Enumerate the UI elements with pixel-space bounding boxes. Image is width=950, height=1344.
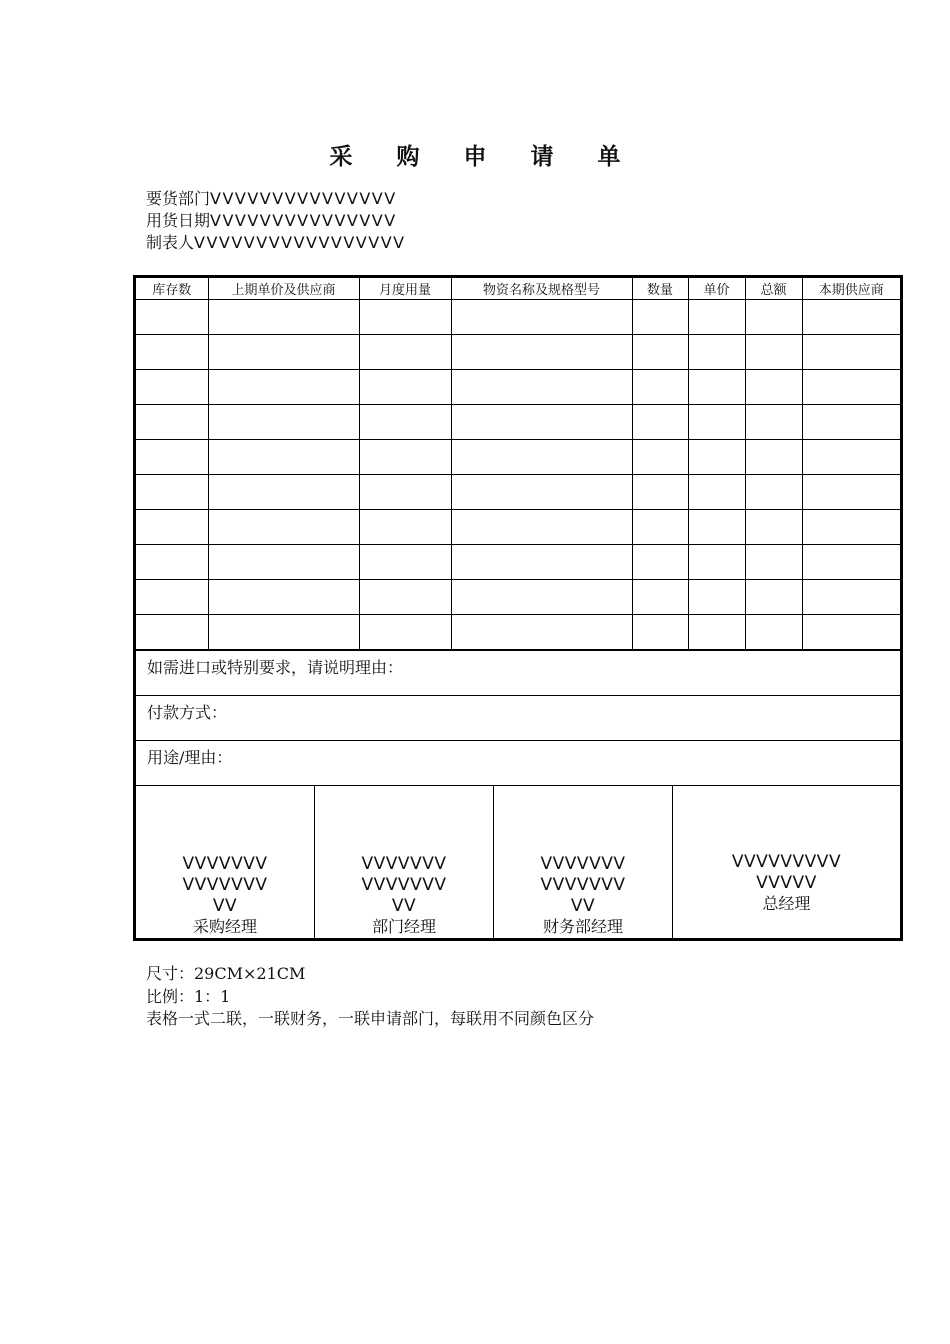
- signature-symbols: ᐯᐯᐯᐯᐯᐯᐯ: [540, 854, 626, 874]
- table-row: [136, 300, 900, 335]
- signature-symbols: ᐯᐯ: [570, 896, 596, 916]
- item-table-body: [136, 300, 900, 650]
- table-cell-current-supplier[interactable]: [802, 370, 900, 405]
- table-cell-stock[interactable]: [136, 545, 208, 580]
- table-cell-item-name-spec[interactable]: [451, 405, 632, 440]
- signature-department-manager[interactable]: [315, 786, 494, 939]
- table-cell-total[interactable]: [745, 475, 802, 510]
- table-row: [136, 405, 900, 440]
- table-cell-quantity[interactable]: [632, 370, 688, 405]
- dept-label: 要货部门: [146, 189, 211, 208]
- date-line: [146, 210, 397, 232]
- table-cell-monthly-usage[interactable]: [359, 405, 451, 440]
- table-cell-item-name-spec[interactable]: [451, 440, 632, 475]
- dept-line: [146, 188, 397, 210]
- table-cell-unit-price[interactable]: [688, 300, 745, 335]
- footer-size: 尺寸：29CM×21CM: [146, 964, 306, 983]
- signature-symbols: ᐯᐯ: [212, 896, 238, 916]
- date-label: 用货日期: [146, 211, 211, 230]
- col-header-stock: 库存数: [136, 278, 208, 300]
- table-cell-last-price-supplier[interactable]: [208, 580, 359, 615]
- table-cell-stock[interactable]: [136, 370, 208, 405]
- table-cell-item-name-spec[interactable]: [451, 615, 632, 650]
- table-cell-item-name-spec[interactable]: [451, 580, 632, 615]
- table-row: [136, 370, 900, 405]
- table-cell-unit-price[interactable]: [688, 475, 745, 510]
- table-cell-unit-price[interactable]: [688, 510, 745, 545]
- payment-label: 付款方式：: [147, 703, 228, 722]
- table-cell-stock[interactable]: [136, 615, 208, 650]
- table-row: [136, 545, 900, 580]
- table-cell-total[interactable]: [745, 300, 802, 335]
- table-cell-item-name-spec[interactable]: [451, 300, 632, 335]
- signature-finance-manager[interactable]: [494, 786, 673, 939]
- document-title: 采 购 申 请 单: [329, 143, 639, 170]
- table-cell-last-price-supplier[interactable]: [208, 300, 359, 335]
- signature-general-manager[interactable]: [673, 786, 900, 939]
- purchase-form: [133, 275, 903, 941]
- purpose-row[interactable]: [136, 740, 900, 785]
- table-cell-total[interactable]: [745, 405, 802, 440]
- signature-label: 部门经理: [371, 917, 436, 936]
- table-cell-last-price-supplier[interactable]: [208, 440, 359, 475]
- table-row: [136, 335, 900, 370]
- table-cell-total[interactable]: [745, 615, 802, 650]
- table-cell-last-price-supplier[interactable]: [208, 475, 359, 510]
- payment-row[interactable]: [136, 695, 900, 740]
- signature-symbols: ᐯᐯᐯᐯᐯᐯᐯ: [182, 875, 268, 895]
- maker-line: [146, 232, 406, 254]
- table-cell-last-price-supplier[interactable]: [208, 405, 359, 440]
- signature-row: [136, 785, 900, 939]
- table-cell-stock[interactable]: [136, 475, 208, 510]
- footer-scale: 比例：1：1: [146, 987, 231, 1006]
- table-cell-unit-price[interactable]: [688, 580, 745, 615]
- table-cell-unit-price[interactable]: [688, 440, 745, 475]
- table-cell-stock[interactable]: [136, 510, 208, 545]
- col-header-item-name-spec: 物资名称及规格型号: [451, 278, 632, 300]
- table-cell-stock[interactable]: [136, 335, 208, 370]
- table-cell-quantity[interactable]: [632, 405, 688, 440]
- signature-label: 采购经理: [192, 917, 257, 936]
- table-cell-total[interactable]: [745, 335, 802, 370]
- table-cell-quantity[interactable]: [632, 545, 688, 580]
- table-cell-monthly-usage[interactable]: [359, 370, 451, 405]
- table-cell-monthly-usage[interactable]: [359, 335, 451, 370]
- table-cell-monthly-usage[interactable]: [359, 475, 451, 510]
- table-cell-current-supplier[interactable]: [802, 405, 900, 440]
- table-cell-total[interactable]: [745, 510, 802, 545]
- table-cell-stock[interactable]: [136, 405, 208, 440]
- table-cell-item-name-spec[interactable]: [451, 370, 632, 405]
- table-cell-last-price-supplier[interactable]: [208, 370, 359, 405]
- table-row: [136, 615, 900, 650]
- col-header-current-supplier: 本期供应商: [802, 278, 900, 300]
- date-value[interactable]: ᐯᐯᐯᐯᐯᐯᐯᐯᐯᐯᐯᐯᐯᐯᐯ: [210, 211, 397, 230]
- maker-value[interactable]: ᐯᐯᐯᐯᐯᐯᐯᐯᐯᐯᐯᐯᐯᐯᐯᐯᐯ: [194, 233, 406, 252]
- table-cell-monthly-usage[interactable]: [359, 510, 451, 545]
- col-header-unit-price: 单价: [688, 278, 745, 300]
- col-header-last-price-supplier: 上期单价及供应商: [208, 278, 359, 300]
- table-cell-unit-price[interactable]: [688, 615, 745, 650]
- table-cell-monthly-usage[interactable]: [359, 545, 451, 580]
- item-table: [136, 278, 900, 650]
- table-cell-monthly-usage[interactable]: [359, 440, 451, 475]
- table-cell-total[interactable]: [745, 545, 802, 580]
- table-cell-quantity[interactable]: [632, 510, 688, 545]
- table-cell-stock[interactable]: [136, 580, 208, 615]
- table-cell-quantity[interactable]: [632, 580, 688, 615]
- signature-symbols: ᐯᐯᐯᐯᐯᐯᐯ: [361, 854, 447, 874]
- col-header-total: 总额: [745, 278, 802, 300]
- table-cell-total[interactable]: [745, 440, 802, 475]
- table-cell-unit-price[interactable]: [688, 370, 745, 405]
- dept-value[interactable]: ᐯᐯᐯᐯᐯᐯᐯᐯᐯᐯᐯᐯᐯᐯᐯ: [210, 189, 397, 208]
- table-cell-monthly-usage[interactable]: [359, 615, 451, 650]
- signature-symbols: ᐯᐯᐯᐯᐯᐯᐯ: [182, 854, 268, 874]
- table-cell-stock[interactable]: [136, 440, 208, 475]
- col-header-monthly-usage: 月度用量: [359, 278, 451, 300]
- signature-symbols: ᐯᐯᐯᐯᐯ: [756, 873, 817, 893]
- table-row: [136, 510, 900, 545]
- col-header-quantity: 数量: [632, 278, 688, 300]
- table-cell-last-price-supplier[interactable]: [208, 545, 359, 580]
- table-cell-last-price-supplier[interactable]: [208, 615, 359, 650]
- table-row: [136, 475, 900, 510]
- purpose-label: 用途/理由：: [147, 748, 233, 767]
- table-cell-item-name-spec[interactable]: [451, 545, 632, 580]
- table-cell-current-supplier[interactable]: [802, 300, 900, 335]
- table-cell-quantity[interactable]: [632, 615, 688, 650]
- table-cell-item-name-spec[interactable]: [451, 510, 632, 545]
- signature-purchasing-manager[interactable]: [136, 786, 315, 939]
- signature-symbols: ᐯᐯᐯᐯᐯᐯᐯᐯᐯ: [731, 852, 842, 872]
- table-cell-current-supplier[interactable]: [802, 510, 900, 545]
- table-row: [136, 580, 900, 615]
- table-cell-stock[interactable]: [136, 300, 208, 335]
- table-cell-total[interactable]: [745, 580, 802, 615]
- table-cell-monthly-usage[interactable]: [359, 300, 451, 335]
- signature-label: 总经理: [762, 894, 811, 913]
- table-cell-quantity[interactable]: [632, 300, 688, 335]
- table-cell-last-price-supplier[interactable]: [208, 510, 359, 545]
- signature-symbols: ᐯᐯ: [391, 896, 417, 916]
- import-reason-label: 如需进口或特别要求，请说明理由：: [147, 658, 404, 677]
- table-cell-item-name-spec[interactable]: [451, 475, 632, 510]
- table-cell-current-supplier[interactable]: [802, 580, 900, 615]
- signature-label: 财务部经理: [542, 917, 623, 936]
- table-cell-unit-price[interactable]: [688, 405, 745, 440]
- table-cell-current-supplier[interactable]: [802, 335, 900, 370]
- table-cell-unit-price[interactable]: [688, 335, 745, 370]
- maker-label: 制表人: [146, 233, 195, 252]
- table-cell-quantity[interactable]: [632, 475, 688, 510]
- table-cell-current-supplier[interactable]: [802, 440, 900, 475]
- table-cell-current-supplier[interactable]: [802, 615, 900, 650]
- table-cell-quantity[interactable]: [632, 335, 688, 370]
- footer-copies-note: 表格一式二联，一联财务，一联申请部门，每联用不同颜色区分: [146, 1009, 595, 1028]
- signature-symbols: ᐯᐯᐯᐯᐯᐯᐯ: [540, 875, 626, 895]
- table-cell-item-name-spec[interactable]: [451, 335, 632, 370]
- table-cell-monthly-usage[interactable]: [359, 580, 451, 615]
- table-header-row: [136, 278, 900, 300]
- table-cell-total[interactable]: [745, 370, 802, 405]
- import-reason-row[interactable]: [136, 650, 900, 695]
- signature-symbols: ᐯᐯᐯᐯᐯᐯᐯ: [361, 875, 447, 895]
- table-cell-quantity[interactable]: [632, 440, 688, 475]
- table-cell-current-supplier[interactable]: [802, 545, 900, 580]
- table-cell-current-supplier[interactable]: [802, 475, 900, 510]
- table-row: [136, 440, 900, 475]
- table-cell-unit-price[interactable]: [688, 545, 745, 580]
- table-cell-last-price-supplier[interactable]: [208, 335, 359, 370]
